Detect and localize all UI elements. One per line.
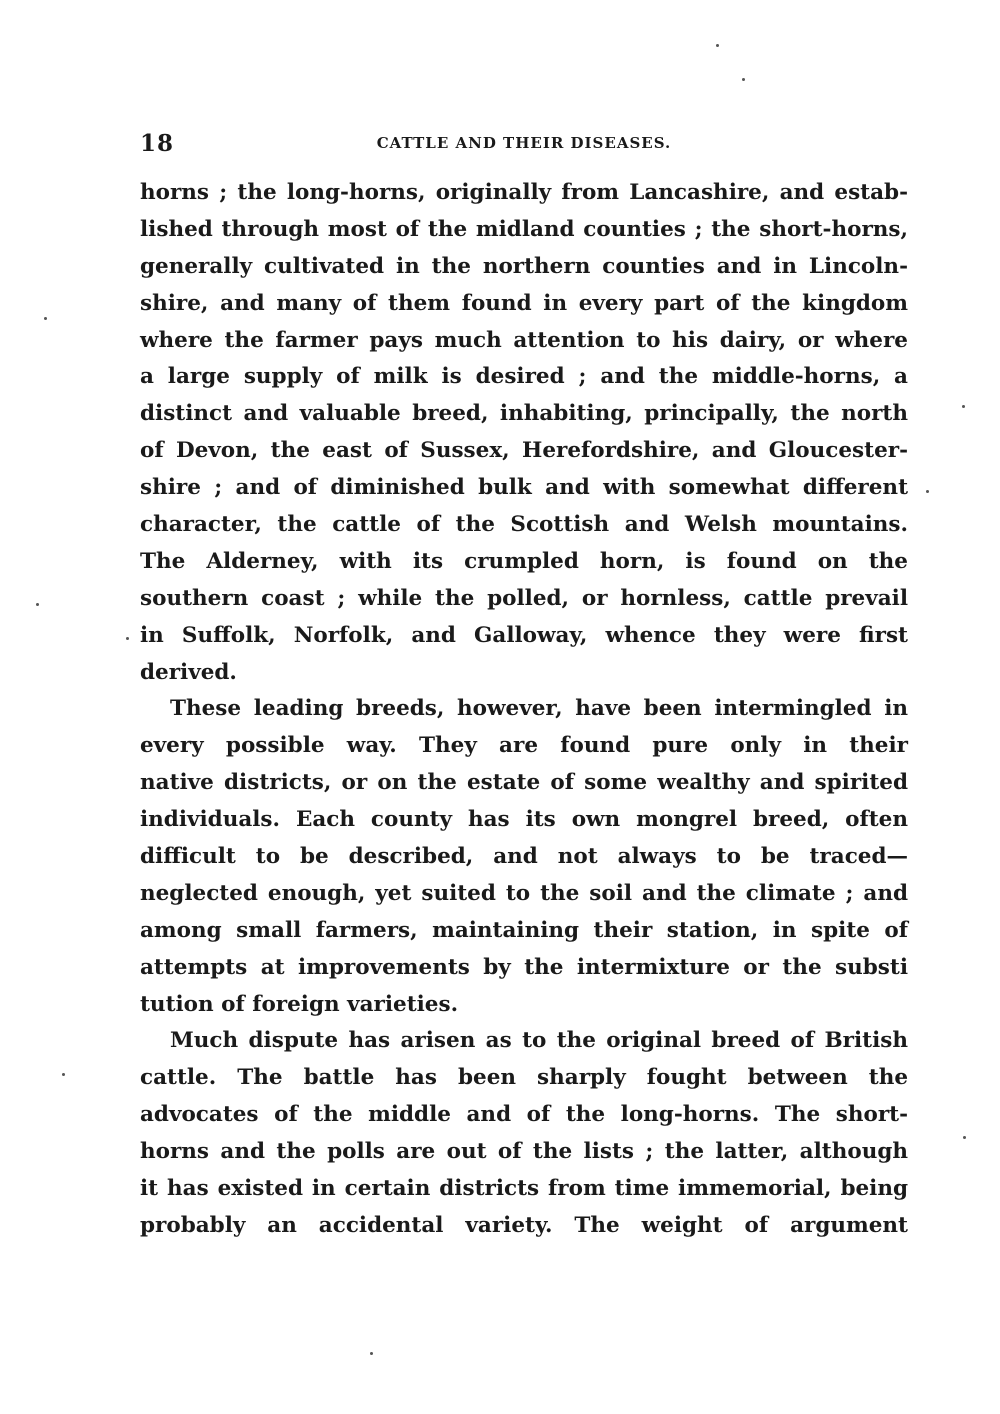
text-line: attempts at improvements by the intermixture or the substi bbox=[140, 954, 908, 980]
text-line: horns ; the long-horns, originally from Lancashire, and estab- bbox=[140, 180, 908, 205]
text-line: in Suffolk, Norfolk, and Galloway, whence they were first bbox=[140, 622, 908, 648]
text-line: derived. bbox=[140, 659, 237, 685]
text-line: it has existed in certain districts from time immemorial, being bbox=[140, 1176, 908, 1202]
text-line: probably an accidental variety. The weight of argument bbox=[140, 1212, 908, 1238]
scan-speck bbox=[62, 1073, 65, 1076]
text-line: of Devon, the east of Sussex, Herefordshire, and Gloucester- bbox=[140, 438, 908, 464]
text-line: where the farmer pays much attention to his dairy, or where bbox=[140, 327, 908, 353]
text-line: cattle. The battle has been sharply fought between the bbox=[140, 1065, 908, 1091]
text-line: a large supply of milk is desired ; and the middle-horns, a bbox=[140, 364, 908, 390]
page-header bbox=[140, 130, 908, 160]
text-line: character, the cattle of the Scottish and Welsh mountains. bbox=[140, 512, 908, 538]
scan-speck bbox=[963, 1136, 966, 1139]
text-line: among small farmers, maintaining their station, in spite of bbox=[140, 917, 908, 943]
text-line: These leading breeds, however, have been intermingled in bbox=[170, 696, 908, 722]
scan-speck bbox=[126, 637, 129, 640]
text-line: tution of foreign varieties. bbox=[140, 991, 459, 1017]
scan-speck bbox=[36, 603, 39, 606]
text-line: southern coast ; while the polled, or hornless, cattle prevail bbox=[140, 585, 908, 611]
scan-speck bbox=[370, 1352, 373, 1355]
text-line: horns and the polls are out of the lists ; the latter, although bbox=[140, 1139, 908, 1165]
text-line: lished through most of the midland counties ; the short-horns, bbox=[140, 216, 908, 242]
text-line: native districts, or on the estate of some wealthy and spirited bbox=[140, 770, 908, 796]
body-text bbox=[140, 175, 908, 1245]
text-line: advocates of the middle and of the long-horns. The short- bbox=[140, 1102, 908, 1128]
text-line: Much dispute has arisen as to the original breed of British bbox=[170, 1028, 908, 1054]
text-line: generally cultivated in the northern counties and in Lincoln- bbox=[140, 253, 908, 279]
text-line: neglected enough, yet suited to the soil and the climate ; and bbox=[140, 880, 908, 906]
scan-speck bbox=[716, 44, 719, 47]
text-line: difficult to be described, and not always to be traced— bbox=[140, 844, 908, 870]
page-number: 18 bbox=[140, 130, 175, 157]
text-line: The Alderney, with its crumpled horn, is found on the bbox=[140, 548, 908, 574]
text-line: shire, and many of them found in every part of the kingdom bbox=[140, 290, 908, 316]
scan-speck bbox=[44, 317, 47, 320]
running-head: CATTLE AND THEIR DISEASES. bbox=[376, 134, 672, 152]
scan-speck bbox=[962, 405, 965, 408]
text-line: shire ; and of diminished bulk and with somewhat different bbox=[140, 475, 908, 501]
text-line: distinct and valuable breed, inhabiting, principally, the north bbox=[140, 401, 908, 427]
text-line: every possible way. They are found pure only in their bbox=[140, 733, 908, 759]
text-line: individuals. Each county has its own mongrel breed, often bbox=[140, 807, 908, 833]
scan-speck bbox=[742, 78, 745, 81]
scan-speck bbox=[926, 490, 929, 493]
